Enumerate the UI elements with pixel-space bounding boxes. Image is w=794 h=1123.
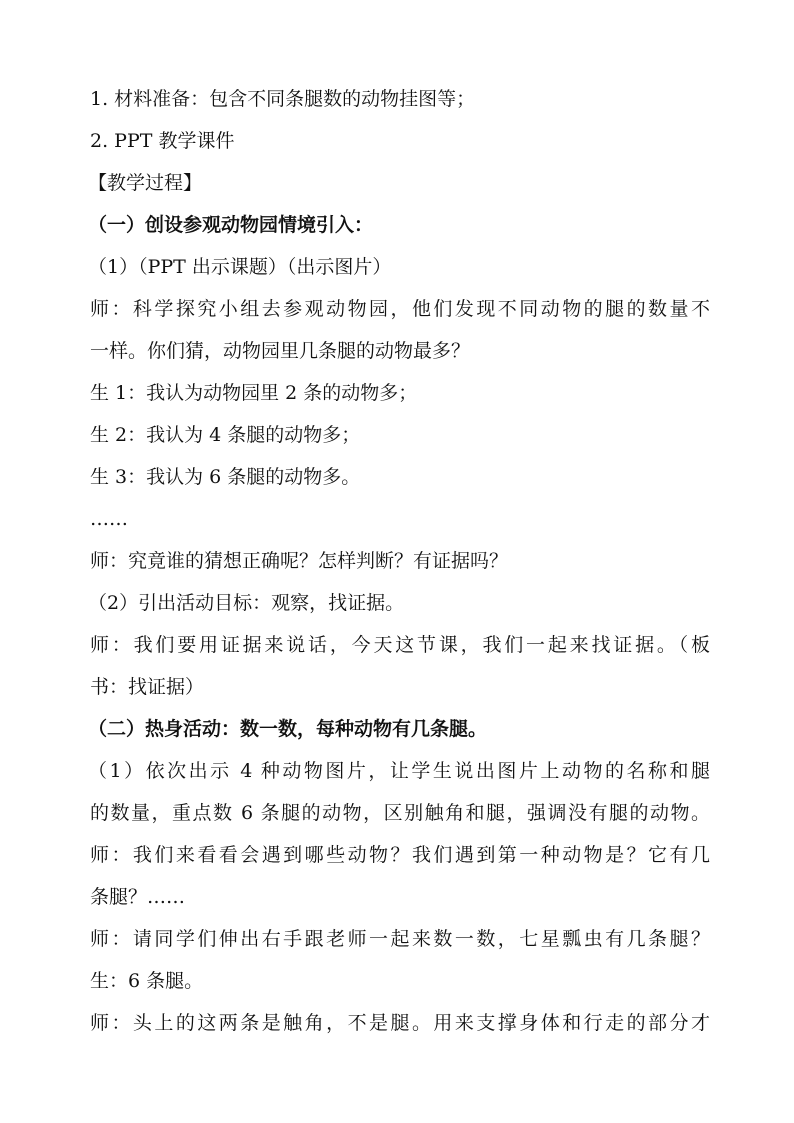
text-line-student-4: 生：6 条腿。	[90, 970, 204, 992]
section-heading-part-one: （一）创设参观动物园情境引入：	[88, 214, 374, 236]
text-line-teacher-4b: 条腿？……	[90, 886, 186, 908]
text-line-teacher-4a: 师：我们来看看会遇到哪些动物？我们遇到第一种动物是？它有几	[90, 844, 710, 866]
text-line-teacher-3a: 师：我们要用证据来说话，今天这节课，我们一起来找证据。（板	[90, 634, 710, 656]
text-line-step-2: （2）引出活动目标：观察，找证据。	[88, 592, 405, 614]
text-line-step-1: （1）（PPT 出示课题）（出示图片）	[88, 256, 392, 278]
text-line-activity-1a: （1）依次出示 4 种动物图片，让学生说出图片上动物的名称和腿	[88, 760, 710, 782]
text-line-teacher-1a: 师：科学探究小组去参观动物园，他们发现不同动物的腿的数量不	[90, 298, 710, 320]
text-line-ppt: 2. PPT 教学课件	[90, 130, 235, 152]
text-line-teacher-5: 师：请同学们伸出右手跟老师一起来数一数，七星瓢虫有几条腿？	[90, 928, 710, 950]
text-line-student-1: 生 1：我认为动物园里 2 条的动物多；	[90, 382, 418, 404]
text-line-teacher-3b: 书：找证据）	[90, 676, 205, 698]
text-line-teacher-2: 师：究竟谁的猜想正确呢？怎样判断？有证据吗？	[90, 550, 509, 572]
text-line-teacher-6: 师：头上的这两条是触角，不是腿。用来支撑身体和行走的部分才	[90, 1012, 710, 1034]
section-heading-process: 【教学过程】	[88, 172, 203, 194]
text-line-student-3: 生 3：我认为 6 条腿的动物多。	[90, 466, 361, 488]
text-line-activity-1b: 的数量，重点数 6 条腿的动物，区别触角和腿，强调没有腿的动物。	[90, 802, 710, 824]
text-line-materials: 1. 材料准备：包含不同条腿数的动物挂图等；	[90, 88, 476, 110]
text-line-ellipsis: ……	[90, 508, 128, 530]
text-line-student-2: 生 2：我认为 4 条腿的动物多；	[90, 424, 361, 446]
section-heading-part-two: （二）热身活动：数一数，每种动物有几条腿。	[88, 718, 488, 740]
text-line-teacher-1b: 一样。你们猜，动物园里几条腿的动物最多？	[90, 340, 471, 362]
